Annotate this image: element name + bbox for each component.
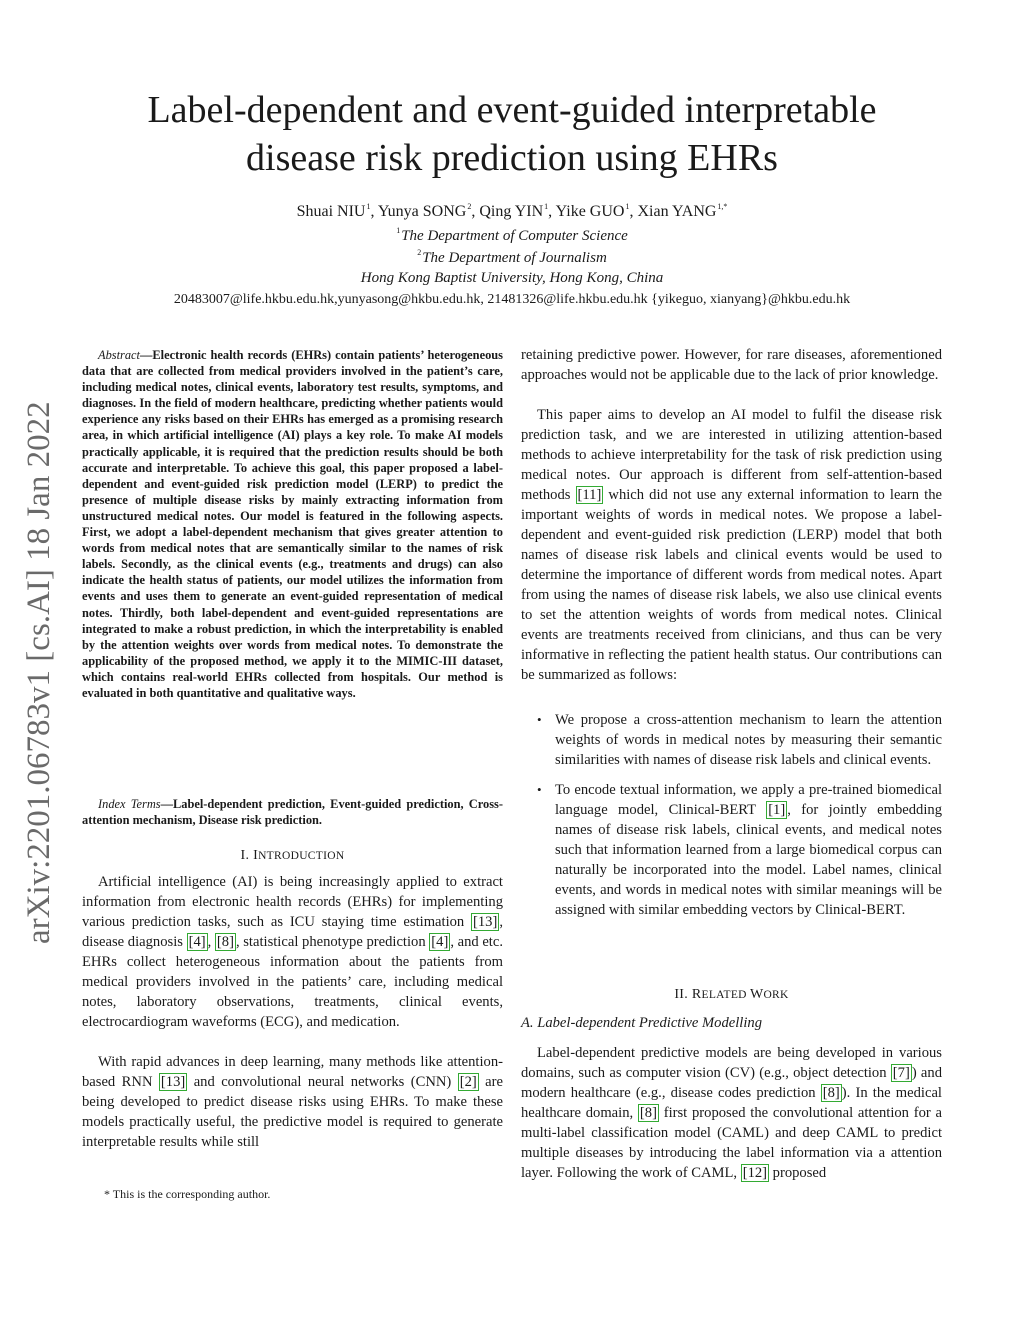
- citation-link[interactable]: [1]: [768, 802, 786, 818]
- related-work-paragraph: Label-dependent predictive models are being developed in various domains, such as computer vision (CV) (e.g., object detection [7] ) and modern healthcare (e.g., disease codes prediction [8] ). In the medical healthcare domain, [8] first proposed the convolutional attention for a multi-label classification model (CAML) and deep CAML to predict multiple diseases by introducing the label information via a attention layer. Following the work of CAML, [12] proposed: [521, 1045, 943, 1181]
- footnote: * This is the corresponding author.: [104, 1187, 271, 1201]
- citation-link[interactable]: [13]: [160, 1074, 186, 1090]
- title-line-2: disease risk prediction using EHRs: [246, 137, 778, 179]
- author-sup: 1: [366, 202, 371, 211]
- arxiv-stamp: arXiv:2201.06783v1 [cs.AI] 18 Jan 2022: [21, 401, 57, 944]
- subsection-heading-a: A. Label-dependent Predictive Modelling: [521, 1015, 762, 1031]
- author-name: Xian YANG: [637, 203, 717, 220]
- right-paragraph-continued: retaining predictive power. However, for rare diseases, aforementioned approaches would not be applicable due to the lack of prior knowledge.: [521, 347, 942, 383]
- bullet-icon: •: [537, 782, 542, 797]
- author-emails: 20483007@life.hkbu.edu.hk,yunyasong@hkbu.edu.hk, 21481326@life.hkbu.edu.hk {yikeguo, xianyang}@hkbu.edu.hk: [173, 292, 851, 307]
- index-terms: [82, 796, 503, 828]
- intro-paragraph-1: Artificial intelligence (AI) is being increasingly applied to extract information from electronic health records (EHRs) for implementing various prediction tasks, such as ICU staying time estimation [13] , disease diagnosis [4] , [8] , statistical phenotype prediction [4] , and etc. EHRs collect heterogeneous information about the patients from medical providers involved in the patients’ care, including medical notes, laboratory observations, treatments, clinical events, electrocardiogram waveforms (ECG), and medication.: [82, 874, 503, 1030]
- index-terms-text: —Label-dependent prediction, Event-guided prediction, Cross-attention mechanism, Disease risk prediction.: [82, 797, 503, 828]
- title-line-1: Label-dependent and event-guided interpretable: [147, 89, 877, 131]
- paper-title: [60, 86, 964, 182]
- author-name: Yunya SONG: [377, 203, 467, 220]
- list-item: • To encode textual information, we apply a pre-trained biomedical language model, Clinical-BERT [1] , for jointly embedding names of disease risk labels, clinical events, and medical notes such that information learned from a large biomedical corpus can naturally be incorporated into the model. Label names, clinical events, and words in medical notes with similar meanings will be assigned with similar embedding vectors by Clinical-BERT.: [537, 782, 942, 918]
- author-sup: 1: [544, 202, 549, 211]
- author-sup: 2: [467, 202, 472, 211]
- citation-link[interactable]: [2]: [459, 1074, 477, 1090]
- citation-link[interactable]: [8]: [822, 1085, 840, 1101]
- abstract-label: Abstract: [98, 348, 140, 362]
- affiliation-2: $^2$The Department of Journalism: [417, 248, 607, 266]
- citation-link[interactable]: [11]: [577, 487, 602, 503]
- intro-paragraph-2: With rapid advances in deep learning, many methods like attention-based RNN [13] and convolutional neural networks (CNN) [2] are being developed to predict disease risks using EHRs. To make these models practically useful, the predictive model is required to generate interpretable results while still: [82, 1054, 503, 1150]
- author-sup: 1: [625, 202, 630, 211]
- abstract: [82, 347, 503, 701]
- citation-link[interactable]: [13]: [473, 914, 498, 930]
- citation-link[interactable]: [7]: [892, 1065, 910, 1081]
- author-name: Qing YIN: [479, 203, 544, 220]
- bullet-icon: •: [537, 712, 542, 727]
- citation-link[interactable]: [8]: [216, 934, 234, 950]
- list-item: • We propose a cross-attention mechanism to learn the attention weights of words in medical notes by measuring their semantic similarities with names of disease risk labels and clinical events.: [537, 712, 942, 768]
- contribution-list: [521, 710, 942, 920]
- section-heading-related-work: II. RELATED WORK: [674, 987, 789, 1002]
- index-terms-label: Index Terms: [98, 797, 161, 811]
- author-name: Shuai NIU: [296, 203, 366, 220]
- citation-link[interactable]: [4]: [188, 934, 206, 950]
- affiliation-1: $^1$The Department of Computer Science: [396, 226, 628, 244]
- affiliation-3: Hong Kong Baptist University, Hong Kong, China: [360, 270, 664, 286]
- right-paragraph-1: This paper aims to develop an AI model to fulfil the disease risk prediction task, and we are interested in utilizing attention-based methods to achieve interpretability for the task of risk prediction using medical notes. Our approach is different from self-attention-based methods [11] which did not use any external information to learn the important weights of words in medical notes. We propose a label-dependent and event-guided risk prediction (LERP) model that both names of disease risk labels and clinical events would be used to determine the importance of different words from medical notes. Apart from using the names of disease risk labels, we also use clinical events to set the attention weights of words from medical notes. Clinical events are treatments received from clinicians, and thus can be very informative in reflecting the patient health status. Our contributions can be summarized as follows:: [521, 407, 942, 683]
- section-heading-introduction: I. INTRODUCTION: [240, 848, 345, 863]
- author-sup: 1,*: [717, 202, 728, 211]
- citation-link[interactable]: [4]: [431, 934, 449, 950]
- abstract-text: —Electronic health records (EHRs) contain patients’ heterogeneous data that are collected from medical providers involved in the patient’s care, including medical notes, clinical events, laboratory test results, symptoms, and diagnoses. In the field of modern healthcare, predicting whether patients would experience any risks based on their EHRs has emerged as a promising research area, in which artificial intelligence (AI) plays a key role. To make AI models practically applicable, it is required that the prediction results should be both accurate and interpretable. To achieve this goal, this paper proposed a label-dependent and event-guided risk prediction model (LERP) to predict the presence of multiple disease risks by mainly extracting information from unstructured medical notes. Our model is featured in the following aspects. First, we adopt a label-dependent mechanism that gives greater attention to words from medical notes that are semantically similar to the names of risk labels. Secondly, as the clinical events (e.g., treatments and drugs) can also indicate the health status of patients, our model utilizes the information from events and uses them to generate an event-guided representation of medical notes. Thirdly, both label-dependent and event-guided representations are integrated to make a robust prediction, in which the interpretability is enabled by the attention weights over words from medical notes. To demonstrate the applicability of the proposed method, we apply it to the MIMIC-III dataset, which contains real-world EHRs collected from hospitals. Our method is evaluated in both quantitative and qualitative ways.: [82, 348, 503, 700]
- author-list: Shuai NIU$^1$, Yunya SONG$^2$, Qing YIN$^1$, Yike GUO$^1$, Xian $YANG^{1,*}$: [296, 202, 728, 220]
- citation-link[interactable]: [8]: [639, 1105, 657, 1121]
- citation-link[interactable]: [12]: [742, 1165, 768, 1181]
- author-name: Yike GUO: [555, 203, 625, 220]
